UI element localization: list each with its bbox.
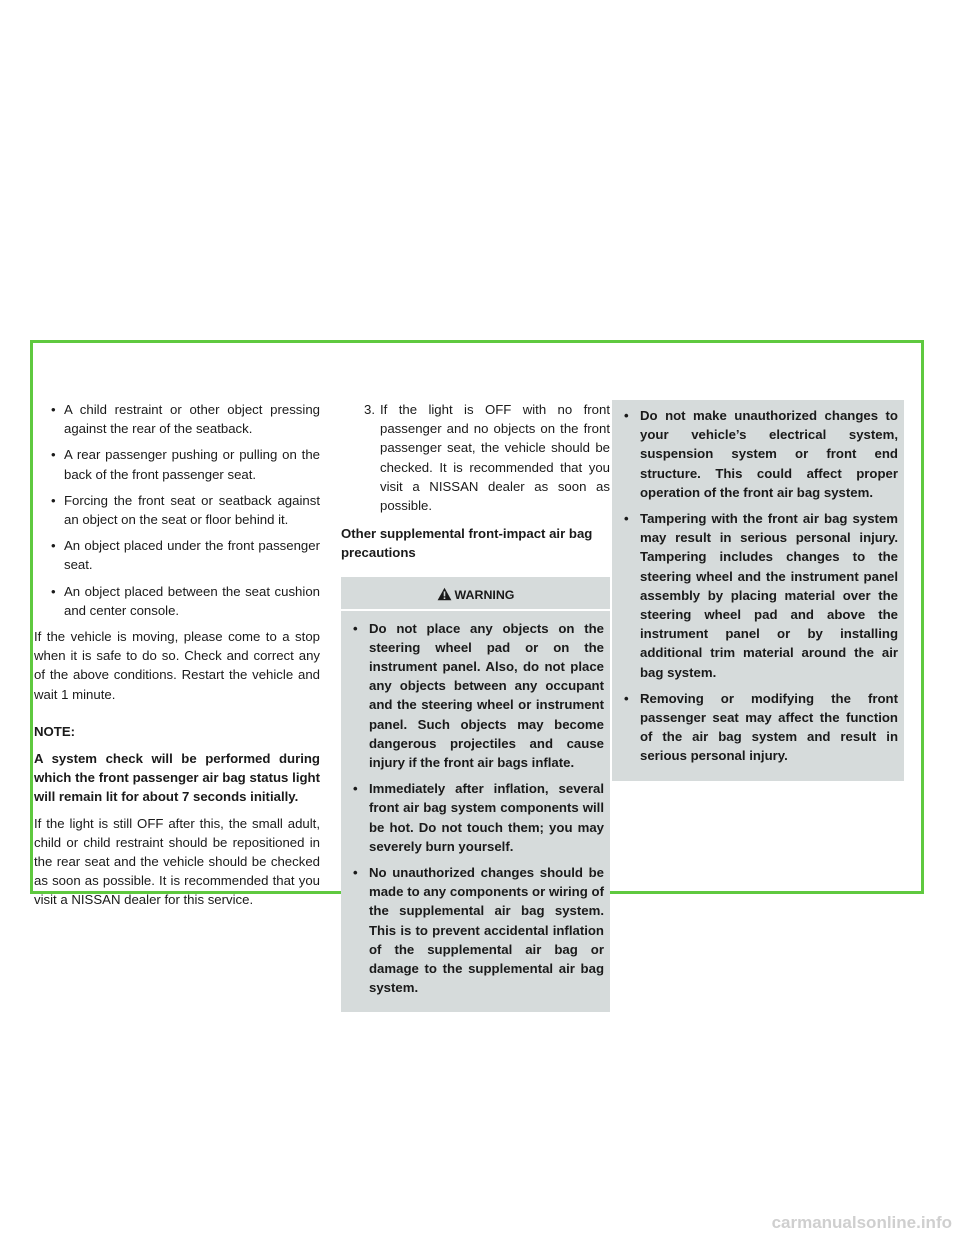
bullet-mark: •	[51, 538, 56, 554]
warning-triangle-icon	[437, 587, 452, 601]
list-item: • An object placed under the front passenger seat.	[51, 538, 320, 573]
bullet-mark: •	[353, 781, 358, 797]
warning-item: • Tampering with the front air bag system may result in serious personal injury. Tampering includes changes to the steering wheel and the instrument panel assembly by placing material over the steering wheel pad and above the instrument panel or by installing additional trim material around the air bag system.	[624, 511, 898, 680]
warning-item: • Do not make unauthorized changes to your vehicle’s electrical system, suspension system or front end structure. This could affect proper operation of the front air bag system.	[624, 408, 898, 500]
reposition-paragraph: If the light is still OFF after this, the small adult, child or child restraint should be repositioned in the rear seat and the vehicle should be checked as soon as possible. It is recommended that you visit a NISSAN dealer for this service.	[34, 815, 320, 908]
column-right	[612, 400, 904, 781]
warning-item: • No unauthorized changes should be made to any components or wiring of the supplemental air bag system. This is to prevent accidental inflation of the supplemental air bag or damage to the supplemental air bag system.	[353, 865, 604, 996]
bullet-mark: •	[353, 620, 358, 636]
list-item: • A child restraint or other object pressing against the rear of the seatback.	[51, 402, 320, 437]
warning-item: • Do not place any objects on the steering wheel pad or on the instrument panel. Also, do not place any objects between any occupant and the steering wheel or instrument panel. Such objects may become dangerous projectiles and cause injury if the front air bags inflate.	[353, 620, 604, 771]
list-item: • A rear passenger pushing or pulling on the back of the front passenger seat.	[51, 447, 320, 482]
bullet-mark: •	[624, 408, 629, 423]
note-text: A system check will be performed during which the front passenger air bag status light will remain lit for about 7 seconds initially.	[34, 751, 320, 805]
section-heading: Other supplemental front-impact air bag precautions	[341, 526, 593, 561]
bullet-mark: •	[51, 583, 56, 599]
warning-item: • Immediately after inflation, several front air bag system components will be hot. Do not touch them; you may severely burn yourself.	[353, 781, 604, 854]
bullet-mark: •	[51, 492, 56, 508]
bullet-mark: •	[51, 402, 56, 417]
watermark: carmanualsonline.info	[771, 1213, 952, 1232]
list-item: • Forcing the front seat or seatback against an object on the seat or floor behind it.	[51, 492, 320, 528]
bullet-mark: •	[353, 865, 358, 881]
bullet-mark: •	[624, 511, 629, 527]
warning-title: WARNING	[341, 581, 610, 611]
warning-box	[341, 577, 610, 1013]
column-middle	[341, 400, 610, 1012]
warning-item: • Removing or modifying the front passenger seat may affect the function of the air bag system and result in serious personal injury.	[624, 690, 898, 764]
step-number: 3.	[364, 402, 375, 417]
bullet-mark: •	[51, 447, 56, 463]
numbered-step: 3. If the light is OFF with no front passenger and no objects on the front passenger seat, the vehicle should be checked. It is recommended that you visit a NISSAN dealer as soon as possible.	[364, 402, 610, 514]
warning-box-continued	[612, 400, 904, 781]
column-left	[34, 400, 320, 917]
note-label: NOTE:	[34, 723, 76, 739]
restart-paragraph: If the vehicle is moving, please come to a stop when it is safe to do so. Check and correct any of the above conditions. Restart the vehicle and wait 1 minute.	[34, 629, 320, 702]
list-item: • An object placed between the seat cushion and center console.	[51, 583, 320, 618]
bullet-mark: •	[624, 690, 629, 706]
